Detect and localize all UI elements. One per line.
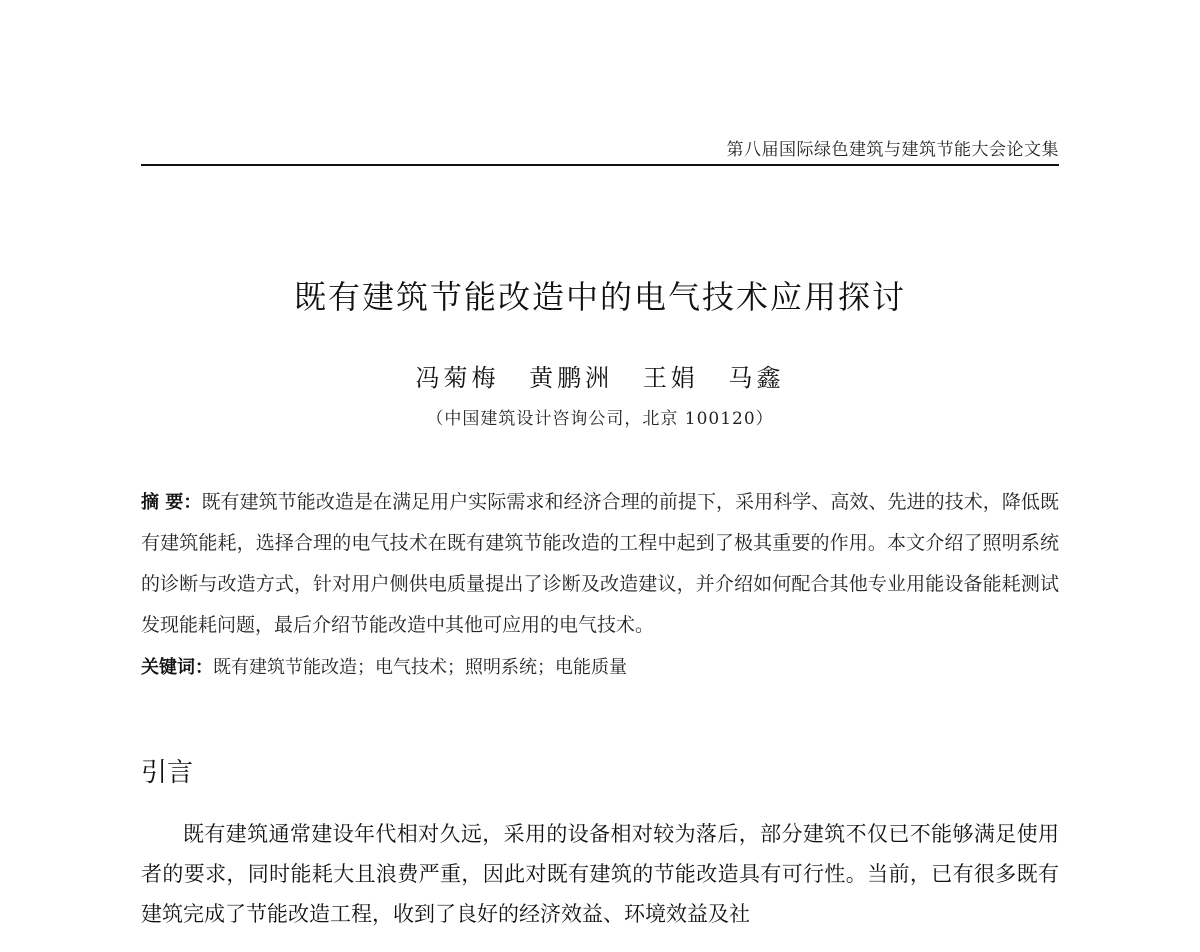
keywords-text: 既有建筑节能改造；电气技术；照明系统；电能质量	[213, 657, 627, 678]
running-header: 第八届国际绿色建筑与建筑节能大会论文集	[726, 140, 1059, 160]
header-rule	[141, 164, 1059, 166]
introduction-paragraph: 既有建筑通常建设年代相对久远，采用的设备相对较为落后，部分建筑不仅已不能够满足使用者的要求，同时能耗大且浪费严重，因此对既有建筑的节能改造具有可行性。当前，已有很多既有建筑完成了节能改造工程，收到了良好的经济效益、环境效益及社	[141, 822, 1059, 926]
abstract	[141, 482, 1059, 646]
section-heading-introduction: 引言	[141, 758, 194, 788]
author-name: 马鑫	[728, 364, 785, 392]
abstract-text: 既有建筑节能改造是在满足用户实际需求和经济合理的前提下，采用科学、高效、先进的技术，降低既有建筑能耗，选择合理的电气技术在既有建筑节能改造的工程中起到了极其重要的作用。本文介绍了照明系统的诊断与改造方式，针对用户侧供电质量提出了诊断及改造建议，并介绍如何配合其他专业用能设备能耗测试发现能耗问题，最后介绍节能改造中其他可应用的电气技术。	[141, 491, 1059, 636]
author-name: 冯菊梅	[415, 364, 500, 392]
author-name: 王娟	[642, 364, 699, 392]
author-name: 黄鹏洲	[529, 364, 614, 392]
keywords	[141, 647, 1059, 688]
keywords-label: 关键词：	[141, 657, 213, 678]
author-list	[141, 358, 1059, 393]
affiliation: （中国建筑设计咨询公司，北京 100120）	[426, 409, 774, 429]
abstract-label: 摘 要：	[141, 492, 202, 513]
paper-title: 既有建筑节能改造中的电气技术应用探讨	[293, 278, 906, 316]
